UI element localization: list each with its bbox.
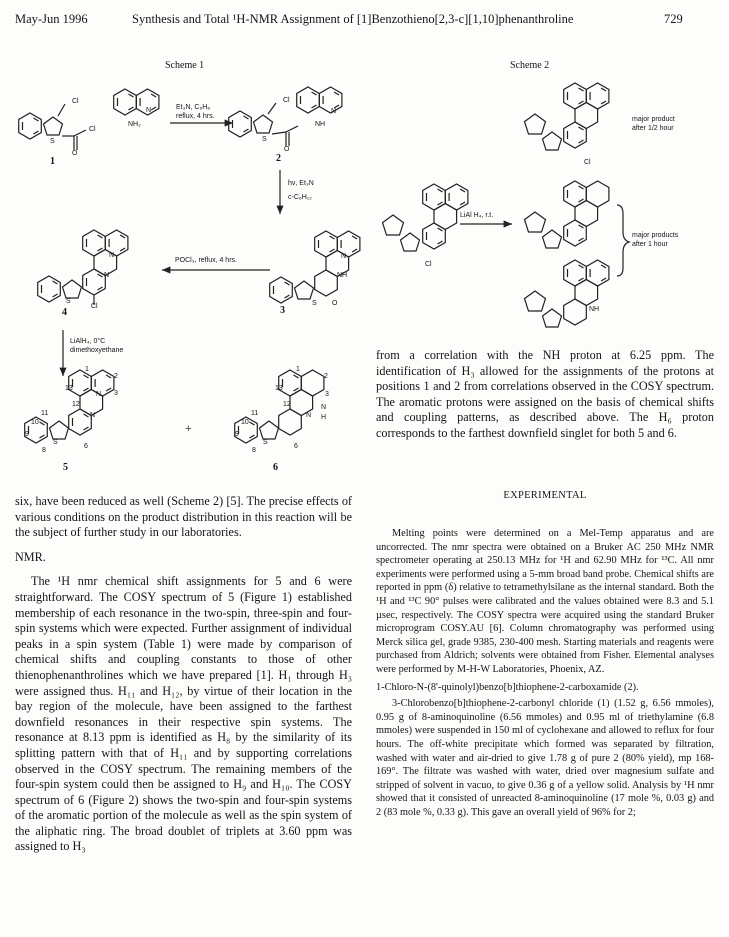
compound-2-heading: 1-Chloro-N-(8'-quinolyl)benzo[b]thiophene-2-carboxamide (2).	[376, 681, 639, 693]
atom-number: 8	[42, 447, 46, 454]
atom-number: 2	[324, 373, 328, 380]
compound-5-structure	[25, 370, 114, 443]
atom-label: N	[331, 108, 337, 115]
step1-reagents: Et₃N, C₆H₆	[176, 104, 211, 111]
atom-label: N	[109, 252, 115, 259]
atom-number: 2	[114, 373, 118, 380]
scheme2-title: Scheme 2	[510, 60, 550, 71]
atom-label: NH	[589, 306, 600, 313]
atom-label: Cl	[584, 159, 591, 166]
atom-label: N	[104, 272, 110, 279]
atom-number: 9	[25, 431, 29, 438]
atom-number: 8	[252, 447, 256, 454]
atom-label: Cl	[72, 98, 79, 105]
scheme2-note1-line1: major product	[632, 116, 675, 123]
atom-label: N	[90, 412, 96, 419]
step2-reagents: hν, Et₃N	[288, 180, 314, 187]
atom-label: NH	[315, 121, 326, 128]
atom-number: 3	[325, 391, 329, 398]
plus-sign: +	[185, 421, 192, 435]
atom-label: Cl	[425, 261, 432, 268]
atom-label: S	[263, 439, 268, 446]
compound-6-structure	[235, 370, 327, 443]
atom-label: N	[341, 253, 347, 260]
atom-label: NH₂	[128, 121, 141, 128]
atom-label: S	[66, 298, 71, 305]
scheme1-title: Scheme 1	[165, 60, 205, 71]
compound-label-3: 3	[280, 305, 285, 316]
compound-label-5: 5	[63, 462, 68, 473]
step3-reagents: POCl₃, reflux, 4 hrs.	[175, 257, 237, 264]
atom-label: N	[146, 107, 152, 114]
atom-label: H	[321, 414, 327, 421]
atom-number: 10	[31, 419, 39, 426]
atom-label: S	[50, 138, 55, 145]
atom-label: S	[53, 439, 58, 446]
scheme2-product-tetrahydro-structure	[525, 181, 609, 248]
atom-number: 13	[65, 385, 73, 392]
compound-3-structure	[270, 231, 360, 303]
experimental-section	[376, 527, 714, 822]
experimental-heading: EXPERIMENTAL	[503, 490, 587, 501]
step2-solvent: c-C₆H₁₂	[288, 194, 312, 201]
atom-label: O	[332, 300, 338, 307]
left-para-continued: six, have been reduced as well (Scheme 2) [5]. The precise effects of various conditions on the product distribution in this reaction will be the subject of further study in our laboratories.	[15, 494, 352, 540]
atom-number: 6	[84, 443, 88, 450]
header-journal-date: May-Jun 1996	[15, 12, 88, 26]
atom-number: 13	[275, 385, 283, 392]
aminoquinoline-structure	[114, 89, 159, 115]
header-title: Synthesis and Total ¹H-NMR Assignment of [1]Benzothieno[2,3-c][1,10]phenanthroline	[132, 12, 574, 26]
atom-number: 11	[251, 410, 259, 417]
atom-number: 3	[114, 390, 118, 397]
step1-conditions: reflux, 4 hrs.	[176, 113, 215, 120]
scheme2-reagent: LiAl H₄, r.t.	[460, 212, 494, 219]
atom-label: Cl	[91, 303, 98, 310]
scheme2-note1-line2: after 1/2 hour	[632, 125, 674, 132]
products-bracket	[617, 205, 629, 276]
right-column-top	[376, 348, 714, 442]
compound-2-structure	[229, 87, 342, 146]
atom-label: N	[96, 391, 102, 398]
left-column	[15, 494, 352, 855]
step4-reagents: LiAlH₄, 0°C	[70, 338, 106, 345]
atom-label: S	[312, 300, 317, 307]
scheme2-note2-line2: after 1 hour	[632, 241, 668, 248]
scheme2-product-dihydro-structure	[525, 260, 609, 327]
atom-number: 6	[294, 443, 298, 450]
compound-2-procedure: 3-Chlorobenzo[b]thiophene-2-carbonyl chloride (1) (1.52 g, 6.56 mmoles), 0.95 g of 8-aminoquinoline (6.56 mmoles) and 0.95 ml of triethylamine (6.8 mmoles) were suspended in 150 ml of cyclohexane and allowed to reflux for four hours. The off-white precipitate which formed was separated by filtration, washed with water and air-dried to give 1.78 g of pure 2 (80% yield), mp 168-169°. The filtrate was washed with water, dried over magnesium sulfate and stripped of solvent in vacuo, to give 0.36 g of a yellow solid. Analysis by ¹H nmr showed that it consisted of unreacted 8-aminoquinoline (17 mole %, 0.03 g) and 2 (83 mole %, 0.33 g). This gave an overall yield of 96% for 2;	[376, 698, 714, 818]
compound-label-6: 6	[273, 462, 278, 473]
step4-solvent: dimethoxyethane	[70, 347, 124, 354]
scheme2-reactant-structure	[383, 184, 468, 251]
atom-label: N	[306, 412, 312, 419]
compound-label-2: 2	[276, 153, 281, 164]
atom-number: 1	[296, 366, 300, 373]
scheme2-note2-line1: major products	[632, 232, 679, 239]
atom-label: O	[72, 150, 78, 157]
compound-label-1: 1	[50, 156, 55, 167]
experimental-general-paragraph: Melting points were determined on a Mel-Temp apparatus and are uncorrected. The nmr spectra were obtained on a Bruker AC 250 MHz NMR spectrometer operating at 250.13 MHz for ¹H and 62.90 MHz for ¹³C. All nmr experiments were performed using a 5-mm broad band probe. Chemical shifts are reported in ppm (δ) relative to tetramethylsilane as the internal standard. Both the ¹H and ¹³C 90° pulses were calibrated and the values obtained were 8.3 and 5.1 µsec, respectively. The COSY spectra were acquired using the standard Bruker microprogram COSY.AU [6]. Column chromatography was performed using Merck silica gel, grade 9385, 230-400 mesh. Starting materials and reagents were purchased from Aldrich; solvents were obtained from Fisher. Elemental analyses were performed by M-H-W Laboratories, Phoenix, AZ.	[376, 528, 714, 675]
compound-4-structure	[38, 230, 128, 305]
atom-label: N	[321, 404, 327, 411]
atom-label: Cl	[89, 126, 96, 133]
scheme2-product-aromatic-structure	[525, 83, 609, 150]
header-page-number: 729	[664, 12, 683, 26]
atom-number: 9	[235, 431, 239, 438]
atom-label: S	[262, 136, 267, 143]
nmr-heading: NMR.	[15, 549, 46, 564]
atom-label: Cl	[283, 97, 290, 104]
atom-number: 10	[241, 419, 249, 426]
atom-label: NH	[337, 272, 348, 279]
right-para-continued: from a correlation with the NH proton at 6.25 ppm. The identification of H₃ allowed for the assignments of the protons at positions 1 and 2 from correlations observed in the COSY spectrum. The aromatic protons were assigned on the basis of chemical shifts and coupling patterns, as described above. The H₆ proton corresponds to the farthest downfield singlet for both 5 and 6.	[376, 348, 714, 440]
atom-number: 1	[85, 366, 89, 373]
atom-number: 11	[41, 410, 49, 417]
atom-label: O	[284, 146, 290, 153]
atom-number: 12	[72, 401, 80, 408]
nmr-paragraph: The ¹H nmr chemical shift assignments for 5 and 6 were straightforward. The COSY spectrum of 5 (Figure 1) established membership of each resonance in the two-spin, three-spin and four-spin systems which were expected. Further assignment of individual peaks in a spin system (Table 1) were made by comparison of chemical shifts and coupling constants to those of other thienophenanthrolines which we have prepared [1]. H₁ through H₃ were assigned thus. H₁₁ and H₁₂, by virtue of their location in the bay region of the molecule, have been assigned to the farthest downfield resonances in their respective spin systems. The resonance at 8.13 ppm is identified as H₈ by the similarity of its splitting pattern with that of H₁₁ and by supporting correlations observed in the COSY spectrum. The remaining members of the four-spin system could then be assigned to H₉ and H₁₀. The COSY spectrum of 6 (Figure 2) shows the two-spin and four-spin systems of the aromatic portion of the molecule as well as the spin system of the aliphatic ring. The broad doublet of triplets at 3.60 ppm was assigned to H₃	[15, 574, 352, 854]
atom-number: 12	[283, 401, 291, 408]
compound-label-4: 4	[62, 307, 67, 318]
